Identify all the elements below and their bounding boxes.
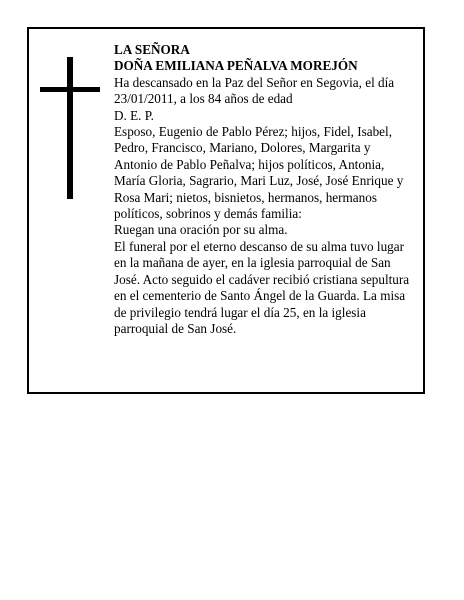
dep-abbreviation: D. E. P. [114, 107, 154, 123]
obituary-notice [27, 27, 425, 394]
cross-horizontal-bar [40, 87, 100, 92]
funeral-info: El funeral por el eterno descanso de su alma tuvo lugar en la mañana de ayer, en la iglesia parroquial de San José. Acto seguido el cadáver recibió cristiana sepultura en el cementerio de Santo Ángel de la Guarda. La misa de privilegio tendrá lugar el día 25, en la iglesia parroquial de San José. [114, 238, 410, 336]
cross-vertical-bar [67, 57, 73, 199]
death-statement: Ha descansado en la Paz del Señor en Segovia, el día 23/01/2011, a los 84 años de edad [114, 74, 395, 107]
family-list: Esposo, Eugenio de Pablo Pérez; hijos, Fidel, Isabel, Pedro, Francisco, Mariano, Dolores, Margarita y Antonio de Pablo Peñalva; hijos políticos, Antonia, María Gloria, Sagrario, Mari Luz, José, José Enrique y Rosa Mari; nietos, bisnietos, hermanos, hermanos políticos, sobrinos y demás familia: [114, 124, 404, 222]
deceased-name: DOÑA EMILIANA PEÑALVA MOREJÓN [114, 58, 358, 74]
notice-text [114, 42, 414, 337]
prayer-request: Ruegan una oración por su alma. [114, 222, 288, 238]
notice-title-line-1: LA SEÑORA [114, 42, 190, 57]
cross-icon [40, 57, 100, 199]
